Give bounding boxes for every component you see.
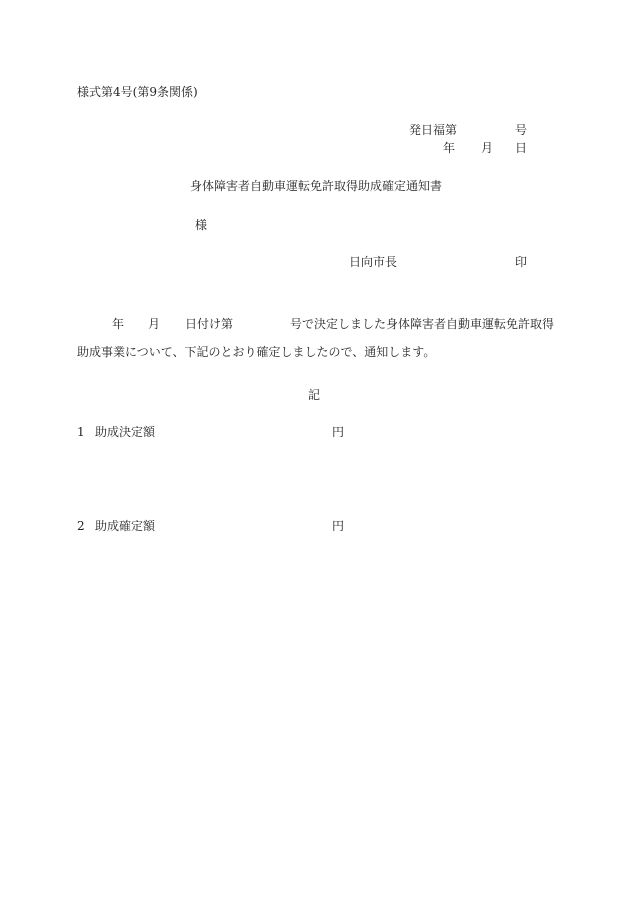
item-1-number: 1 [77,425,85,439]
item-2-number: 2 [77,519,85,533]
seal-mark: 印 [515,255,528,269]
body-month-label: 月 [148,317,161,331]
item-1-label: 助成決定額 [95,425,156,439]
body-line-1: 号で決定しました身体障害者自動車運転免許取得 [290,317,555,331]
addressee-honorific: 様 [195,218,208,232]
item-2-unit: 円 [332,519,345,533]
body-year-label: 年 [112,317,125,331]
body-line-2: 助成事業について、下記のとおり確定しましたので、通知します。 [77,345,436,359]
date-year-label: 年 [443,141,456,155]
notes-heading: 記 [308,388,321,402]
issue-number-prefix: 発日福第 [409,123,458,137]
issuer-name: 日向市長 [349,255,398,269]
date-month-label: 月 [481,141,494,155]
item-1-unit: 円 [332,425,345,439]
document-title: 身体障害者自動車運転免許取得助成確定通知書 [190,179,443,193]
date-day-label: 日 [515,141,528,155]
item-2-label: 助成確定額 [95,519,156,533]
form-number-label: 様式第4号(第9条関係) [77,85,198,99]
issue-number-suffix: 号 [515,123,528,137]
body-dated-number-label: 日付け第 [185,317,234,331]
